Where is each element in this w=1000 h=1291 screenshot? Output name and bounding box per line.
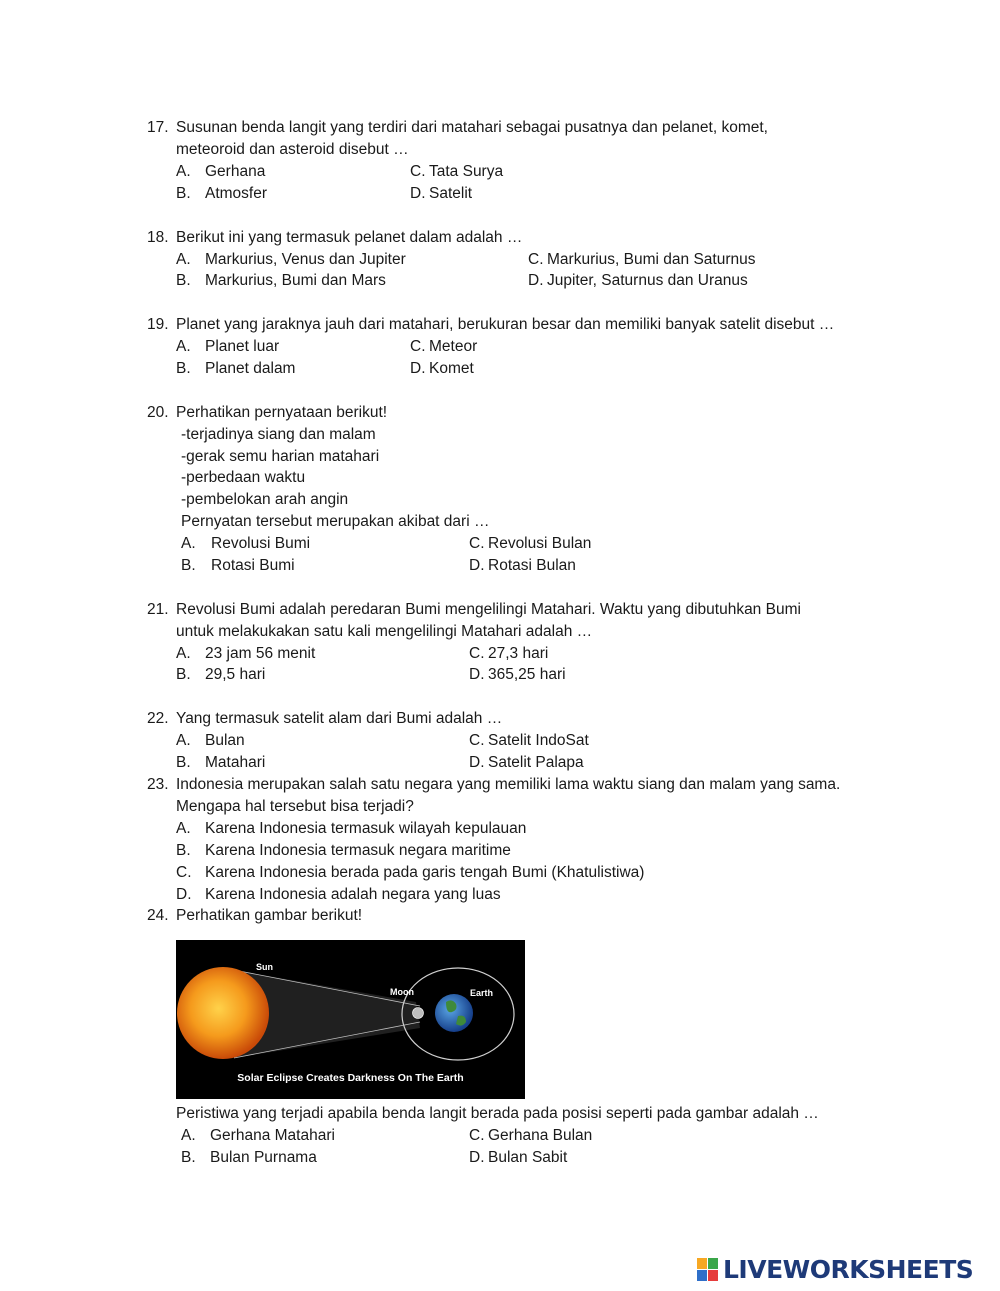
option-b[interactable]: Bulan Purnama bbox=[210, 1149, 317, 1166]
statement-item: -perbedaan waktu bbox=[181, 469, 306, 486]
option-b[interactable]: 29,5 hari bbox=[205, 666, 266, 683]
solar-eclipse-figure bbox=[176, 940, 525, 1099]
option-letter: B. bbox=[181, 1149, 196, 1166]
option-a[interactable]: Bulan bbox=[205, 732, 245, 749]
figure-caption: Solar Eclipse Creates Darkness On The Earth bbox=[237, 1072, 464, 1084]
option-letter: D. bbox=[176, 886, 192, 903]
question-text: Berikut ini yang termasuk pelanet dalam adalah … bbox=[176, 229, 523, 246]
question-number: 24. bbox=[147, 907, 169, 924]
liveworksheets-logo-text: LIVEWORKSHEETS bbox=[723, 1255, 974, 1284]
option-letter: B. bbox=[176, 272, 191, 289]
question-text: Indonesia merupakan salah satu negara yang memiliki lama waktu siang dan malam yang sama. bbox=[176, 776, 841, 793]
option-letter: A. bbox=[176, 645, 191, 662]
option-b[interactable]: Planet dalam bbox=[205, 360, 296, 377]
option-letter: D. bbox=[469, 1149, 485, 1166]
option-letter: C. bbox=[469, 1127, 485, 1144]
option-letter: B. bbox=[176, 842, 191, 859]
option-d[interactable]: Satelit bbox=[429, 185, 473, 202]
option-d[interactable]: Jupiter, Saturnus dan Uranus bbox=[547, 272, 748, 289]
option-c[interactable]: Karena Indonesia berada pada garis tengah Bumi (Khatulistiwa) bbox=[205, 864, 645, 881]
question-number: 17. bbox=[147, 119, 169, 136]
option-letter: D. bbox=[469, 754, 485, 771]
option-letter: D. bbox=[469, 666, 485, 683]
moon-label: Moon bbox=[390, 987, 414, 997]
option-b[interactable]: Markurius, Bumi dan Mars bbox=[205, 272, 386, 289]
question-number: 18. bbox=[147, 229, 169, 246]
option-letter: A. bbox=[176, 338, 191, 355]
statement-item: -pembelokan arah angin bbox=[181, 491, 349, 508]
option-b[interactable]: Rotasi Bumi bbox=[211, 557, 295, 574]
option-letter: B. bbox=[176, 666, 191, 683]
question-text: meteoroid dan asteroid disebut … bbox=[176, 141, 409, 158]
question-text: Perhatikan pernyataan berikut! bbox=[176, 404, 388, 421]
question-text: Perhatikan gambar berikut! bbox=[176, 907, 363, 924]
option-d[interactable]: Bulan Sabit bbox=[488, 1149, 568, 1166]
option-letter: C. bbox=[469, 732, 485, 749]
option-letter: A. bbox=[176, 732, 191, 749]
option-letter: C. bbox=[528, 251, 544, 268]
option-d[interactable]: 365,25 hari bbox=[488, 666, 566, 683]
option-c[interactable]: Revolusi Bulan bbox=[488, 535, 592, 552]
option-letter: A. bbox=[181, 1127, 196, 1144]
question-prompt: Pernyatan tersebut merupakan akibat dari … bbox=[181, 513, 490, 530]
question-number: 23. bbox=[147, 776, 169, 793]
question-prompt: Peristiwa yang terjadi apabila benda langit berada pada posisi seperti pada gambar adalah … bbox=[176, 1105, 819, 1122]
question-text: Revolusi Bumi adalah peredaran Bumi mengelilingi Matahari. Waktu yang dibutuhkan Bumi bbox=[176, 601, 801, 618]
option-letter: A. bbox=[176, 251, 191, 268]
question-text: Susunan benda langit yang terdiri dari matahari sebagai pusatnya dan pelanet, komet, bbox=[176, 119, 768, 136]
option-letter: D. bbox=[469, 557, 485, 574]
liveworksheets-logo-icon bbox=[697, 1258, 719, 1282]
option-letter: B. bbox=[176, 754, 191, 771]
option-letter: D. bbox=[410, 360, 426, 377]
option-a[interactable]: Gerhana bbox=[205, 163, 266, 180]
option-c[interactable]: Markurius, Bumi dan Saturnus bbox=[547, 251, 756, 268]
sun bbox=[177, 967, 269, 1059]
option-d[interactable]: Komet bbox=[429, 360, 474, 377]
option-b[interactable]: Karena Indonesia termasuk negara maritime bbox=[205, 842, 511, 859]
option-a[interactable]: Revolusi Bumi bbox=[211, 535, 311, 552]
option-letter: D. bbox=[528, 272, 544, 289]
question-number: 20. bbox=[147, 404, 169, 421]
option-letter: C. bbox=[410, 163, 426, 180]
option-c[interactable]: Meteor bbox=[429, 338, 478, 355]
option-c[interactable]: Gerhana Bulan bbox=[488, 1127, 593, 1144]
moon bbox=[413, 1008, 424, 1019]
question-text: Yang termasuk satelit alam dari Bumi adalah … bbox=[176, 710, 503, 727]
sun-label: Sun bbox=[256, 962, 273, 972]
question-text: Mengapa hal tersebut bisa terjadi? bbox=[176, 798, 414, 815]
question-number: 19. bbox=[147, 316, 169, 333]
option-b[interactable]: Atmosfer bbox=[205, 185, 268, 202]
question-text: Planet yang jaraknya jauh dari matahari, berukuran besar dan memiliki banyak satelit disebut … bbox=[176, 316, 835, 333]
option-letter: C. bbox=[176, 864, 192, 881]
question-number: 22. bbox=[147, 710, 169, 727]
option-letter: B. bbox=[181, 557, 196, 574]
option-letter: B. bbox=[176, 360, 191, 377]
option-letter: C. bbox=[469, 645, 485, 662]
option-letter: A. bbox=[181, 535, 196, 552]
option-d[interactable]: Rotasi Bulan bbox=[488, 557, 576, 574]
option-letter: C. bbox=[469, 535, 485, 552]
option-a[interactable]: Planet luar bbox=[205, 338, 280, 355]
question-number: 21. bbox=[147, 601, 169, 618]
option-letter: B. bbox=[176, 185, 191, 202]
option-c[interactable]: Tata Surya bbox=[429, 163, 504, 180]
question-text: untuk melakukakan satu kali mengelilingi Matahari adalah … bbox=[176, 623, 593, 640]
liveworksheets-logo[interactable] bbox=[697, 1256, 995, 1284]
option-letter: A. bbox=[176, 820, 191, 837]
option-letter: D. bbox=[410, 185, 426, 202]
earth bbox=[435, 994, 473, 1032]
option-a[interactable]: 23 jam 56 menit bbox=[205, 645, 316, 662]
option-letter: C. bbox=[410, 338, 426, 355]
statement-item: -gerak semu harian matahari bbox=[181, 448, 380, 465]
option-c[interactable]: Satelit IndoSat bbox=[488, 732, 589, 749]
earth-label: Earth bbox=[470, 988, 494, 998]
option-letter: A. bbox=[176, 163, 191, 180]
option-d[interactable]: Karena Indonesia adalah negara yang luas bbox=[205, 886, 501, 903]
statement-item: -terjadinya siang dan malam bbox=[181, 426, 376, 443]
option-a[interactable]: Karena Indonesia termasuk wilayah kepulauan bbox=[205, 820, 527, 837]
option-c[interactable]: 27,3 hari bbox=[488, 645, 549, 662]
option-a[interactable]: Markurius, Venus dan Jupiter bbox=[205, 251, 406, 268]
option-a[interactable]: Gerhana Matahari bbox=[210, 1127, 335, 1144]
option-b[interactable]: Matahari bbox=[205, 754, 266, 771]
option-d[interactable]: Satelit Palapa bbox=[488, 754, 584, 771]
